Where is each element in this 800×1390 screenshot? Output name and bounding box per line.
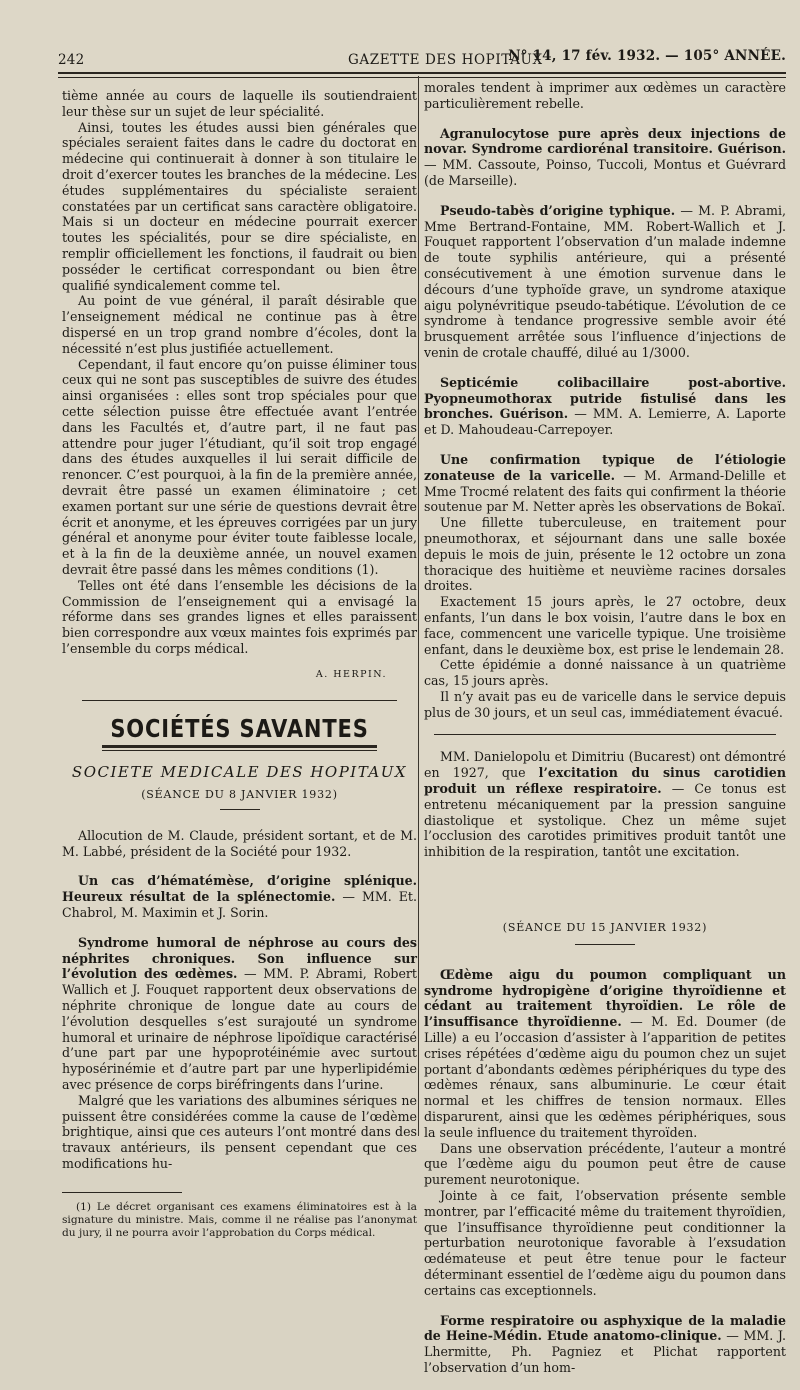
paragraph: Ainsi, toutes les études aussi bien générales que spéciales seraient faites dans le cadre du doctorat en médecine qui continuerait à donner à son titulaire le droit d’exercer toutes les branches de la médecine. Les études supplémentaires du spécialiste seraient constatées par un certificat sans caractère obligatoire. Mais si un docteur en médecine pourrait exercer toutes les spécialités, pour se dire spécialiste, en remplir officiellement les fonctions, il faudrait ou bien posséder le certificat correspondant ou bien être qualifié syndicalement comme tel. (62, 119, 417, 293)
separator (434, 734, 776, 735)
article-item (62, 828, 417, 860)
issue-info: N° 14, 17 fév. 1932. — 105° ANNÉE. (508, 48, 786, 64)
paragraph: Cependant, il faut encore qu’on puisse éliminer tous ceux qui ne sont pas susceptibles de suivre des études ainsi organisées : elles sont trop spéciales pour que cette sélection puisse être effectuée avant l’entrée dans les Facultés et, d’autre part, il ne faut pas attendre pour juger l’étudiant, qu’il soit trop engagé dans des études auxquelles il lui serait difficile de renoncer. C’est pourquoi, à la fin de la première année, devrait être passé un examen éliminatoire ; cet examen portant sur une série de questions devrait être écrit et anonyme, et les épreuves corrigées par un jury général et anonyme pour éviter toute faiblesse locale, et à la fin de la deuxième année, un nouvel examen devrait être passé dans les mêmes conditions (1). (62, 356, 417, 577)
article-text: Cette épidémie a donné naissance à un quatrième cas, 15 jours après. (424, 657, 786, 689)
page-number: 242 (58, 52, 85, 68)
paragraph: morales tendent à imprimer aux œdèmes un caractère particulièrement rebelle. (424, 80, 786, 111)
right-column (424, 80, 786, 1390)
footnote-rule (62, 1192, 182, 1193)
article-title: Syndrome humoral de néphrose au cours des néphrites chroniques. Son influence sur l’évolution des œdèmes. (62, 934, 417, 982)
article-title: Un cas d’hématémèse, d’origine splénique. Heureux résultat de la splénectomie. (62, 873, 417, 905)
article-title: Pseudo-tabès d’origine typhique. (440, 202, 676, 218)
article-text: MM. Danielopolu et Dimitriu (Bucarest) ont démontré en 1927, que (424, 749, 786, 781)
article-text: — M. P. Abrami, Mme Bertrand-Fontaine, MM. Robert-Wallich et J. Fouquet rapportent l’observation d’un malade indemne de toute syphilis antérieure, qui a présenté consécutivement à une émotion survenue dans le décours d’une typhoïde grave, un syndrome ataxique aigu polynévritique pseudo-tabétique. L’évolution de ce syndrome à tendance progressive semble avoir été brusquement arrêtée sous l’influence d’injections de venin de crotale chauffé, dilué au 1/3000. (424, 202, 786, 360)
article-title: Œdème aigu du poumon compliquant un syndrome hydropigène d’origine thyroïdienne et cédant au traitement thyroïdien. Le rôle de l’insuffisance thyroïdienne. (424, 966, 786, 1030)
article-text: Une fillette tuberculeuse, en traitement pour pneumothorax, et séjournant dans une salle boxée depuis le mois de juin, présente le 12 octobre un zona thoracique des huitième et neuvième racines dorsales droites. (424, 515, 786, 594)
article-title: Septicémie colibacillaire post-abortive. Pyopneumothorax putride fistulisé dans les bronches. Guérison. (424, 374, 786, 422)
article-authors: — MM. A. Lemierre, A. Laporte et D. Mahoudeau-Carrepoyer. (424, 406, 786, 438)
article-text: — M. Ed. Doumer (de Lille) a eu l’occasion d’assister à l’apparition de petites crises répétées d’œdème aigu du poumon chez un sujet portant d’abondants œdèmes périphériques du type des œdèmes rénaux, sans albuminurie. Le cœur était normal et les chiffres de tension normaux. Elles disparurent, ainsi que les œdèmes périphériques, sous la seule influence du traitement thyroïden. (424, 1014, 786, 1140)
page-header (58, 46, 786, 70)
article-title: Forme respiratoire ou asphyxique de la maladie de Heine-Médin. Etude anatomo-clinique. (424, 1312, 786, 1344)
session-date: (SÉANCE DU 8 JANVIER 1932) (141, 788, 338, 802)
article-title: l’excitation du sinus carotidien produit un réflexe respiratoire. (424, 765, 786, 797)
article-item (62, 935, 417, 1172)
journal-title: GAZETTE DES HOPITAUX (348, 52, 543, 68)
article-authors: — MM. Cassoute, Poinso, Tuccoli, Montus et Guévrard (de Marseille). (424, 157, 786, 188)
short-rule (575, 944, 635, 945)
article-title: Agranulocytose pure après deux injections de novar. Syndrome cardiorénal transitoire. Guérison. (424, 125, 786, 157)
article-text: Exactement 15 jours après, le 27 octobre, deux enfants, l’un dans le box voisin, l’autre dans le box en face, commencent une varicelle typique. Une troisième enfant, dans le deuxième box, est prise le lendemain 28. (424, 594, 786, 657)
article-authors: — MM. Et. Chabrol, M. Maximin et J. Sorin. (62, 889, 417, 921)
paragraph: Telles ont été dans l’ensemble les décisions de la Commission de l’enseignement qui a envisagé la réforme dans ses grandes lignes et elles paraissent bien correspondre aux vœux maintes fois exprimés par l’ensemble du corps médical. (62, 577, 417, 656)
column-divider (418, 76, 419, 1136)
article-text: Dans une observation précédente, l’auteur a montré que l’œdème aigu du poumon peut être de cause purement neurotonique. (424, 1140, 786, 1188)
separator (82, 700, 397, 701)
paragraph: tième année au cours de laquelle ils soutiendraient leur thèse sur un sujet de leur spécialité. (62, 88, 417, 119)
left-column (62, 88, 417, 1240)
footnote: (1) Le décret organisant ces examens éliminatoires est à la signature du ministre. Mais, comme il ne réalise pas l’anonymat du jury, il ne pourra avoir l’approbation du Corps médical. (62, 1200, 417, 1239)
article-text: — Ce tonus est entretenu mécaniquement par la pression sanguine diastolique et systolique. Chez un même sujet l’occlusion des carotides primitives produit tantôt une inhibition de la respiration, tantôt une excitation. (424, 781, 786, 860)
article-item (424, 1313, 786, 1376)
header-rule (58, 72, 786, 78)
section-rule (102, 745, 377, 751)
short-rule (220, 809, 260, 810)
author-signature: A. HERPIN. (315, 668, 387, 680)
article-text: — M. Armand-Delille et Mme Trocmé relatent des faits qui confirment la théorie soutenue par M. Netter après les observations de Bokaï. (424, 467, 786, 515)
society-name: SOCIETE MEDICALE DES HOPITAUX (71, 763, 408, 782)
allocution-text: Allocution de M. Claude, président sortant, et de M. M. Labbé, président de la Société pour 1932. (62, 827, 417, 859)
article-item (424, 749, 786, 860)
article-text: Jointe à ce fait, l’observation présente semble montrer, par l’efficacité même du traitement thyroïdien, que l’insuffisance thyroïdienne peut conditionner la perturbation neurotonique favorable à l’exsudation œdémateuse et peut être tenue pour le facteur déterminant essentiel de l’œdème aigu du poumon dans certains cas exceptionnels. (424, 1188, 786, 1298)
paragraph: Au point de vue général, il paraît désirable que l’enseignement médical ne continue pas à être dispersé en un trop grand nombre d’écoles, dont la nécessité n’est plus justifiée actuellement. (62, 293, 417, 356)
article-text: Il n’y avait pas eu de varicelle dans le service depuis plus de 30 jours, et un seul cas, immédiatement évacué. (424, 688, 786, 720)
spacer (424, 874, 786, 920)
article-item (424, 452, 786, 721)
session-date: (SÉANCE DU 15 JANVIER 1932) (502, 921, 708, 935)
article-item (424, 967, 786, 1299)
section-title: SOCIÉTÉS SAVANTES (110, 714, 369, 744)
article-item (424, 126, 786, 189)
article-text: Malgré que les variations des albumines sériques ne puissent être considérées comme la cause de l’œdème brightique, ainsi que ces auteurs l’ont montré dans des travaux antérieurs, ils pensent cependant que ces modifications hu- (62, 1092, 417, 1172)
article-item (62, 873, 417, 920)
article-text: — MM. P. Abrami, Robert Wallich et J. Fouquet rapportent deux observations de néphrite chronique de longue date au cours de l’évolution desquelles s’est surajouté un syndrome humoral et urinaire de néphrose lipoïdique caractérisé d’une part par une hypoprotéinémie avec surtout hyposérinémie et d’autre part par une hyperlipidémie avec présence de corps biréfringents dans l’urine. (62, 966, 417, 1093)
article-item (424, 203, 786, 361)
article-text: — MM. J. Lhermitte, Ph. Pagniez et Plichat rapportent l’observation d’un hom- (424, 1328, 786, 1375)
article-item (424, 375, 786, 438)
article-title: Une confirmation typique de l’étiologie zonateuse de la varicelle. (424, 451, 786, 483)
